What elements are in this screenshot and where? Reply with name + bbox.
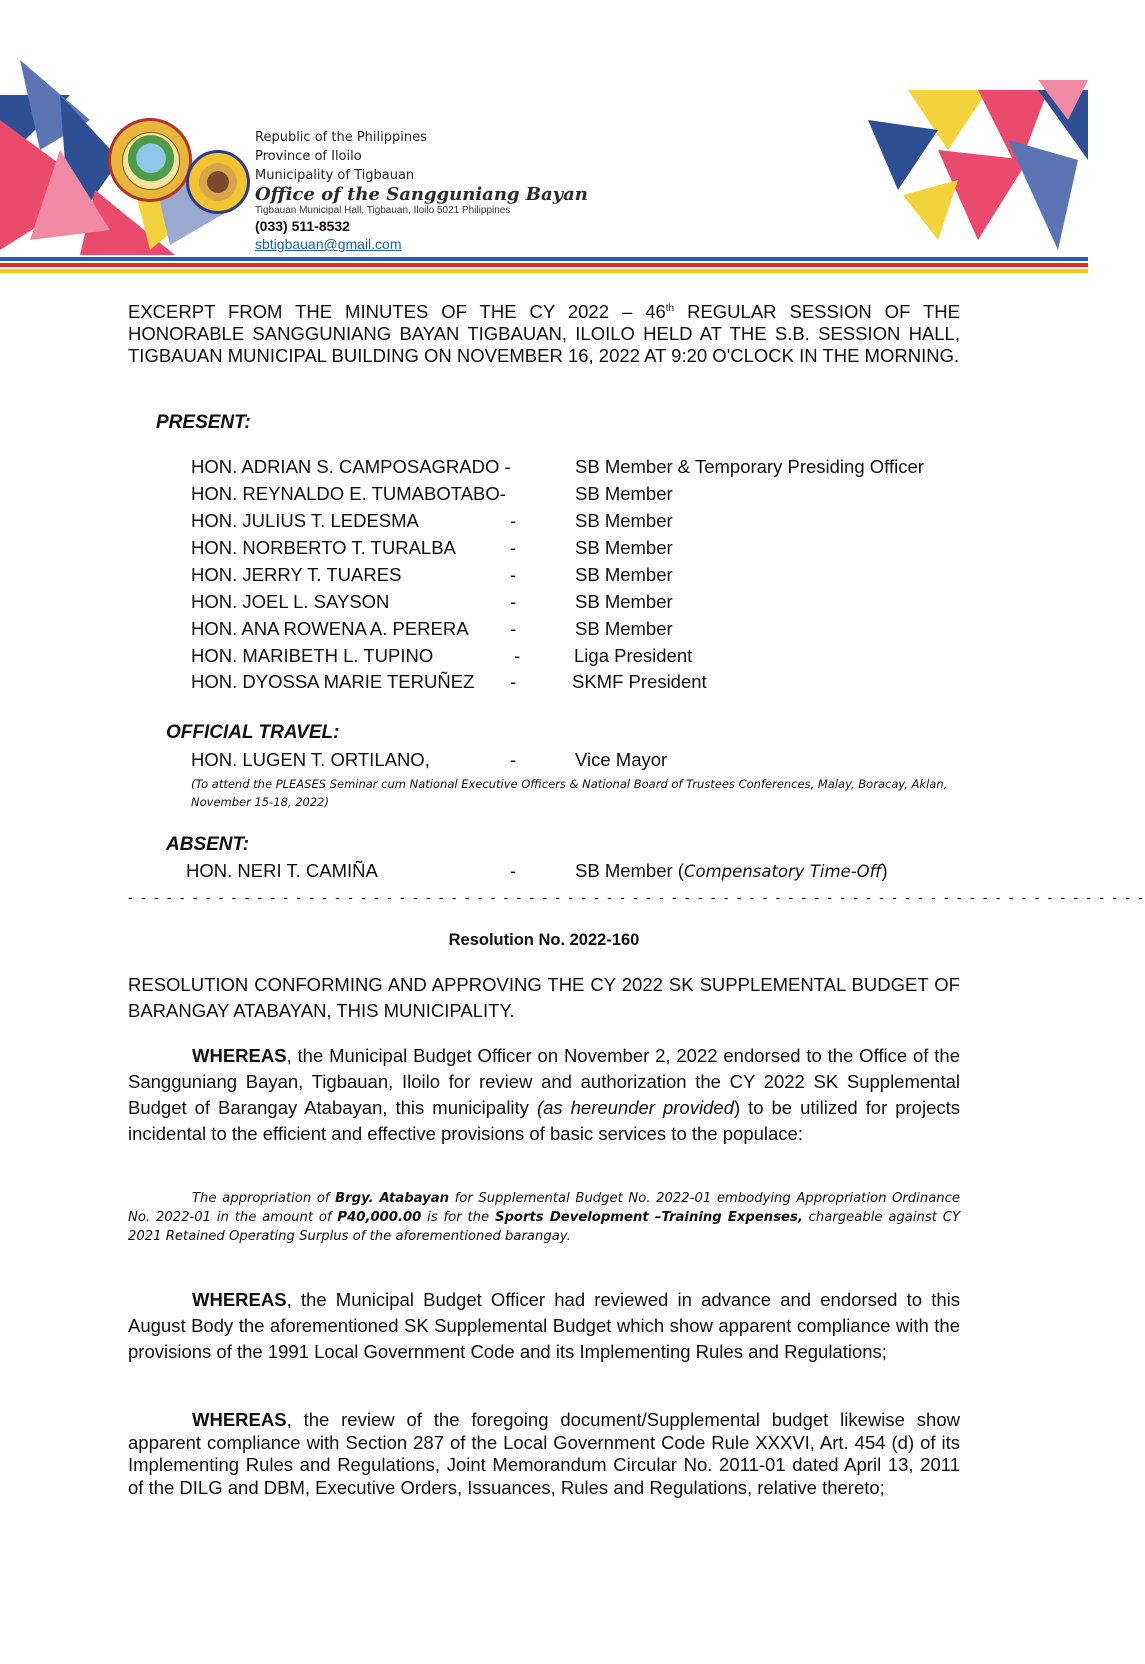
whereas-paragraph-1: WHEREAS, the Municipal Budget Officer on November 2, 2022 endorsed to the Office of the Sangguniang Bayan, Tigbauan, Iloilo for review and authorization the CY 2022 SK Supplemental Budget of Barangay Atabayan, this municipality (as hereunder provided) to be utilized for projects incidental to the efficient and effective provisions of basic services to the populace: <box>128 1045 961 1144</box>
letterhead-address: Tigbauan Municipal Hall, Tigbauan, Iloilo 5021 Philippines <box>255 205 511 216</box>
attendee-row: HON. REYNALDO E. TUMABOTABO- SB Member <box>191 483 673 504</box>
official-travel-row: HON. LUGEN T. ORTILANO, - Vice Mayor <box>191 749 668 770</box>
letterhead-email-link[interactable]: sbtigbauan@gmail.com <box>255 236 402 252</box>
absent-row: HON. NERI T. CAMIÑA - SB Member (Compensatory Time-Off) <box>186 860 888 881</box>
resolution-number: Resolution No. 2022-160 <box>448 931 640 949</box>
attendee-row: HON. JERRY T. TUARES - SB Member <box>191 564 673 585</box>
stripe-yellow <box>0 269 1088 273</box>
letterhead-office: Office of the Sangguniang Bayan <box>255 184 588 205</box>
resolution-title: RESOLUTION CONFORMING AND APPROVING THE CY 2022 SK SUPPLEMENTAL BUDGET OF BARANGAY ATABAYAN, THIS MUNICIPALITY. <box>128 974 960 1021</box>
stripe-blue <box>0 257 1088 261</box>
official-travel-note: (To attend the PLEASES Seminar cum National Executive Officers & National Board of Trustees Conferences, Malay, Boracay, Aklan, November 15-18, 2022) <box>191 777 948 809</box>
whereas-paragraph-3: WHEREAS, the review of the foregoing document/Supplemental budget likewise show apparent compliance with Section 287 of the Local Government Code Rule XXXVI, Art. 454 (d) of its Implementing Rules and Regulations, Joint Memorandum Circular No. 2011-01 dated April 13, 2011 of the DILG and DBM, Executive Orders, Issuances, Rules and Regulations, relative thereto; <box>128 1409 960 1498</box>
attendee-row: HON. DYOSSA MARIE TERUÑEZ - SKMF President <box>191 671 707 692</box>
letterhead-municipality: Municipality of Tigbauan <box>255 168 415 183</box>
sangguniang-bayan-seal-logo <box>186 150 250 214</box>
attendee-row: HON. JOEL L. SAYSON - SB Member <box>191 591 673 612</box>
attendee-row: HON. JULIUS T. LEDESMA - SB Member <box>191 510 673 531</box>
municipality-seal-logo <box>108 118 192 202</box>
present-label: PRESENT: <box>156 412 251 433</box>
official-travel-label: OFFICIAL TRAVEL: <box>166 722 340 743</box>
separator-line: - - - - - - - - - - - - - - - - - - - - - - - - - - - - - - - - - - - - - - - - - - - - - - - - - - - - - - - - - - - - - - - - - - - - - - - - - - - - - - - <box>128 889 1145 905</box>
attendee-row: HON. NORBERTO T. TURALBA - SB Member <box>191 537 673 558</box>
attendee-row: HON. ANA ROWENA A. PERERA - SB Member <box>191 618 673 639</box>
decorative-triangles-right <box>808 0 1088 270</box>
letterhead-country: Republic of the Philippines <box>255 130 427 145</box>
letterhead <box>255 128 588 253</box>
header-stripes <box>0 257 1088 275</box>
attendee-row: HON. MARIBETH L. TUPINO - Liga President <box>191 645 693 666</box>
stripe-red <box>0 263 1088 267</box>
absent-label: ABSENT: <box>166 834 250 855</box>
letterhead-province: Province of Iloilo <box>255 149 362 164</box>
letterhead-phone: (033) 511-8532 <box>255 218 350 234</box>
whereas-paragraph-2: WHEREAS, the Municipal Budget Officer had reviewed in advance and endorsed to this August Body the aforementioned SK Supplemental Budget which show apparent compliance with the provisions of the 1991 Local Government Code and its Implementing Rules and Regulations; <box>128 1289 960 1362</box>
attendee-row: HON. ADRIAN S. CAMPOSAGRADO - SB Member & Temporary Presiding Officer <box>191 456 924 477</box>
minutes-excerpt-heading: EXCERPT FROM THE MINUTES OF THE CY 2022 – 46th REGULAR SESSION OF THE HONORABLE SANGGUNIANG BAYAN TIGBAUAN, ILOILO HELD AT THE S.B. SESSION HALL, TIGBAUAN MUNICIPAL BUILDING ON NOVEMBER 16, 2022 AT 9:20 O'CLOCK IN THE MORNING. <box>128 301 960 367</box>
appropriation-quote: The appropriation of Brgy. Atabayan for Supplemental Budget No. 2022-01 embodying Appropriation Ordinance No. 2022-01 in the amount of P40,000.00 is for the Sports Development –Training Expenses, chargeable against CY 2021 Retained Operating Surplus of the aforementioned barangay. <box>128 1191 961 1244</box>
